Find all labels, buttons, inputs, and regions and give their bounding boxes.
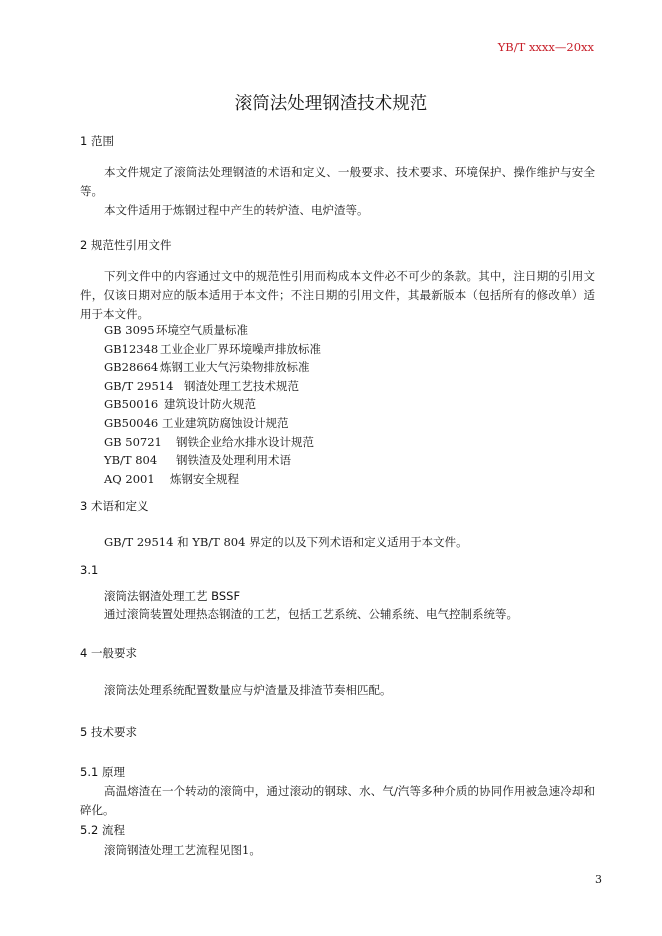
page-title: 滚筒法处理钢渣技术规范 <box>234 94 428 114</box>
section-2-body <box>80 267 595 324</box>
reference-code: GB 50721 <box>104 434 162 449</box>
reference-title: 环境空气质量标准 <box>156 323 248 337</box>
section-5-1-heading: 5.1 原理 <box>80 765 125 779</box>
section-4-heading: 4 一般要求 <box>80 646 137 660</box>
reference-title: 工业企业厂界环境噪声排放标准 <box>160 341 321 356</box>
reference-title: 炼钢安全规程 <box>170 471 239 486</box>
reference-title: 工业建筑防腐蚀设计规范 <box>162 415 289 430</box>
section-5-1-paragraph: 高温熔渣在一个转动的滚筒中，通过滚动的钢球、水、气/汽等多种介质的协同作用被急速冷却和碎化。 <box>80 784 595 817</box>
reference-item <box>104 358 321 377</box>
section-1-heading: 1 范围 <box>80 134 114 148</box>
reference-item <box>104 451 321 470</box>
section-1-paragraph-2: 本文件适用于炼钢过程中产生的转炉渣、电炉渣等。 <box>104 203 369 217</box>
section-3-paragraph-1: GB/T 29514 和 YB/T 804 界定的以及下列术语和定义适用于本文件。 <box>104 535 468 549</box>
normative-references-list <box>104 321 321 488</box>
reference-item <box>104 433 321 452</box>
reference-code: GB50016 <box>104 397 159 412</box>
reference-title: 炼钢工业大气污染物排放标准 <box>160 360 310 375</box>
reference-code: GB/T 29514 <box>104 378 174 393</box>
section-1-paragraph-1: 本文件规定了滚筒法处理钢渣的术语和定义、一般要求、技术要求、环境保护、操作维护与安全等。 <box>80 165 595 198</box>
section-2-heading: 2 规范性引用文件 <box>80 238 172 252</box>
term-heading: 滚筒法钢渣处理工艺 BSSF <box>104 589 241 603</box>
section-5-2-heading: 5.2 流程 <box>80 823 125 837</box>
document-code: YB/T xxxx—20xx <box>497 40 594 54</box>
reference-item <box>104 321 321 340</box>
reference-item <box>104 377 321 396</box>
term-definition: 通过滚筒装置处理热态钢渣的工艺，包括工艺系统、公辅系统、电气控制系统等。 <box>104 607 518 621</box>
reference-code: GB50046 <box>104 415 159 430</box>
section-5-heading: 5 技术要求 <box>80 725 137 739</box>
reference-item <box>104 395 321 414</box>
reference-code: GB 3095 <box>104 323 155 337</box>
section-2-paragraph-1: 下列文件中的内容通过文中的规范性引用而构成本文件必不可少的条款。其中，注日期的引用文件，仅该日期对应的版本适用于本文件；不注日期的引用文件，其最新版本（包括所有的修改单）适用于本文件。 <box>80 269 595 321</box>
reference-item <box>104 470 321 489</box>
section-3-heading: 3 术语和定义 <box>80 499 149 513</box>
section-4-paragraph-1: 滚筒法处理系统配置数量应与炉渣量及排渣节奏相匹配。 <box>104 683 392 697</box>
section-5-2-paragraph: 滚筒钢渣处理工艺流程见图1。 <box>104 843 261 857</box>
reference-title: 钢铁企业给水排水设计规范 <box>176 434 314 449</box>
reference-item <box>104 414 321 433</box>
reference-code: GB12348 <box>104 341 159 356</box>
reference-code: YB/T 804 <box>104 453 158 468</box>
reference-title: 钢铁渣及处理利用术语 <box>176 453 291 468</box>
reference-code: AQ 2001 <box>104 471 155 486</box>
page-number: 3 <box>595 873 602 886</box>
section-3-1-number: 3.1 <box>80 563 99 577</box>
section-1-body <box>80 163 595 220</box>
section-5-1-body <box>80 782 595 820</box>
reference-title: 钢渣处理工艺技术规范 <box>184 378 299 393</box>
reference-item <box>104 340 321 359</box>
reference-code: GB28664 <box>104 360 159 375</box>
reference-title: 建筑设计防火规范 <box>164 397 256 412</box>
